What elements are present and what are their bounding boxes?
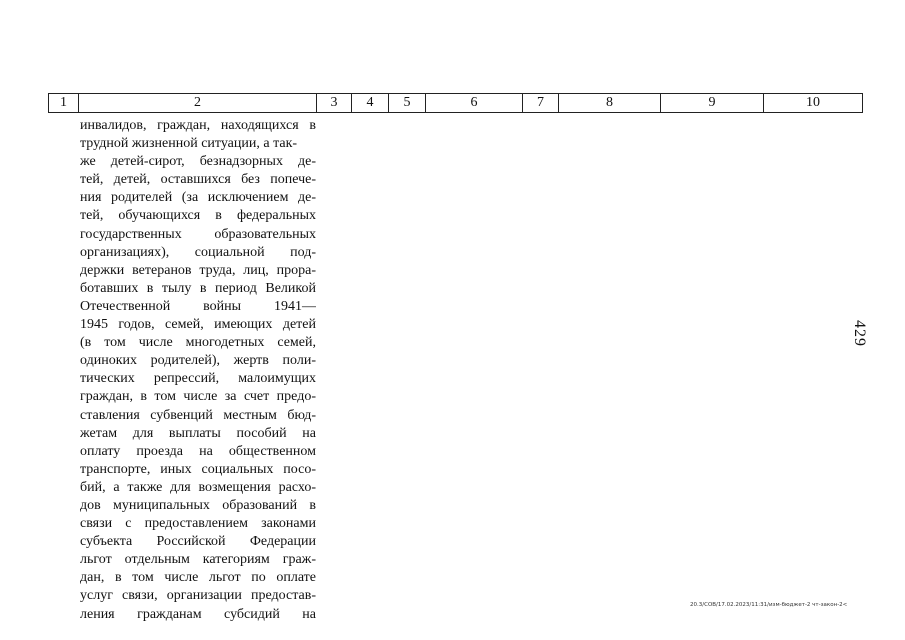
text-line: дов муниципальных образований в bbox=[80, 497, 316, 513]
column-2-body-text bbox=[80, 117, 316, 624]
text-line: (в том числе многодетных семей, bbox=[80, 335, 316, 351]
document-footer-code: 20.3/СОВ/17.02.2023/11:31/изм-бюджет-2 чт-закон-2< bbox=[690, 602, 848, 608]
text-line: ставления субвенций местным бюд- bbox=[80, 407, 316, 423]
text-line: 1945 годов, семей, имеющих детей bbox=[80, 317, 316, 333]
text-line: ботавших в тылу в период Великой bbox=[80, 280, 316, 296]
text-line: связи с предоставлением законами bbox=[80, 516, 316, 532]
text-line: одиноких родителей), жертв поли- bbox=[80, 353, 316, 369]
text-line: бий, а также для возмещения расхо- bbox=[80, 479, 316, 495]
column-number-cell: 8 bbox=[559, 94, 661, 113]
text-line: субъекта Российской Федерации bbox=[80, 534, 316, 550]
text-line: оплату проезда на общественном bbox=[80, 443, 316, 459]
column-number-row bbox=[49, 94, 863, 113]
text-line: льгот отдельным категориям граж- bbox=[80, 552, 316, 568]
text-line: трудной жизненной ситуации, а так- bbox=[80, 136, 298, 152]
column-number-cell: 4 bbox=[352, 94, 389, 113]
column-number-cell: 9 bbox=[661, 94, 764, 113]
column-number-cell: 1 bbox=[49, 94, 79, 113]
text-line: инвалидов, граждан, находящихся в bbox=[80, 118, 316, 133]
text-line: тей, детей, оставшихся без попече- bbox=[80, 172, 316, 188]
text-line: ния родителей (за исключением де- bbox=[80, 190, 316, 206]
column-number-cell: 3 bbox=[317, 94, 352, 113]
text-line: Отечественной войны 1941— bbox=[80, 298, 316, 314]
page-number: 429 bbox=[851, 320, 868, 347]
text-line: дан, в том числе льгот по оплате bbox=[80, 570, 316, 586]
text-line: транспорте, иных социальных посо- bbox=[80, 461, 316, 477]
column-number-cell: 5 bbox=[389, 94, 426, 113]
column-number-cell: 2 bbox=[79, 94, 317, 113]
text-line: тических репрессий, малоимущих bbox=[80, 371, 316, 387]
text-line: жетам для выплаты пособий на bbox=[80, 425, 316, 441]
text-line: же детей-сирот, безнадзорных де- bbox=[80, 154, 316, 170]
column-number-cell: 6 bbox=[426, 94, 523, 113]
text-line: ления гражданам субсидий на bbox=[80, 606, 316, 622]
text-line: держки ветеранов труда, лиц, прора- bbox=[80, 262, 316, 278]
text-line: организациях), социальной под- bbox=[80, 244, 316, 260]
text-line: граждан, в том числе за счет предо- bbox=[80, 389, 316, 405]
column-number-header-table bbox=[48, 93, 863, 113]
text-line: тей, обучающихся в федеральных bbox=[80, 208, 316, 224]
column-number-cell: 7 bbox=[523, 94, 559, 113]
text-line: государственных образовательных bbox=[80, 226, 316, 242]
text-line: услуг связи, организации предостав- bbox=[80, 588, 316, 604]
column-number-cell: 10 bbox=[764, 94, 863, 113]
